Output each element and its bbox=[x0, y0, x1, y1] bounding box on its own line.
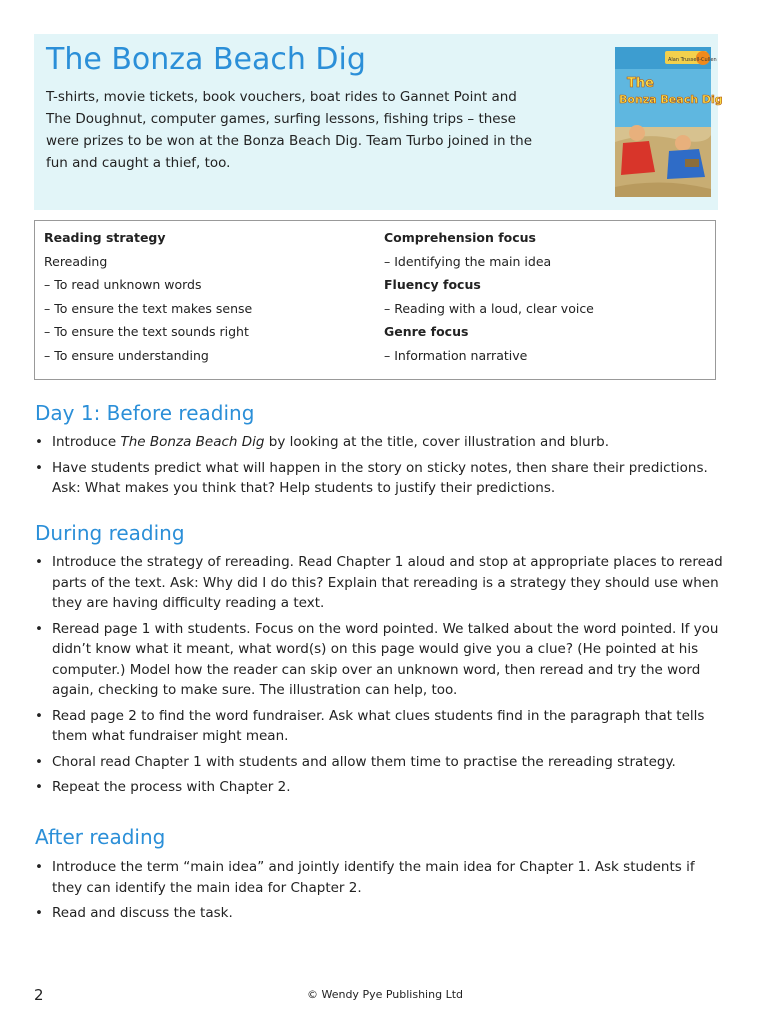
comprehension-focus-heading: Comprehension focus bbox=[384, 230, 536, 245]
fluency-focus-heading: Fluency focus bbox=[384, 277, 481, 292]
reading-strategy-item: – To ensure the text makes sense bbox=[44, 300, 253, 316]
cover-series: Alan Trussell-Cullen bbox=[668, 57, 717, 63]
list-item: • Read and discuss the task. bbox=[35, 903, 725, 924]
after-reading-list bbox=[35, 857, 725, 929]
reading-strategy-column bbox=[44, 229, 252, 370]
page-number: 2 bbox=[34, 986, 44, 1004]
during-reading-heading: During reading bbox=[35, 521, 185, 545]
reading-strategy-heading: Reading strategy bbox=[44, 230, 166, 245]
book-header bbox=[34, 34, 723, 210]
book-blurb: T-shirts, movie tickets, book vouchers, boat rides to Gannet Point and The Doughnut, computer games, surfing lessons, fishing trips – these were prizes to be won at the Bonza Beach Dig. Team Turbo joined in the fun and caught a thief, too. bbox=[46, 89, 533, 171]
list-item: • Repeat the process with Chapter 2. bbox=[35, 777, 725, 798]
book-title: The Bonza Beach Dig bbox=[46, 42, 366, 77]
focus-right-column bbox=[384, 229, 594, 370]
day1-heading: Day 1: Before reading bbox=[35, 401, 255, 425]
during-reading-list bbox=[35, 552, 725, 803]
comprehension-focus-item: – Identifying the main idea bbox=[384, 253, 552, 269]
day1-list bbox=[35, 432, 725, 504]
list-item: • Read page 2 to find the word fundraiser. Ask what clues students find in the paragraph that tells them what fundraiser might mean. bbox=[35, 706, 725, 747]
list-item: • Introduce the term “main idea” and jointly identify the main idea for Chapter 1. Ask students if they can identify the main idea for Chapter 2. bbox=[35, 857, 725, 898]
day1-bullet1-title: The Bonza Beach Dig bbox=[120, 434, 265, 450]
genre-focus-item: – Information narrative bbox=[384, 347, 528, 363]
copyright-footer: © Wendy Pye Publishing Ltd bbox=[306, 988, 463, 1001]
list-item: • Introduce the strategy of rereading. Read Chapter 1 aloud and stop at appropriate places to reread parts of the text. Ask: Why did I do this? Explain that rereading is a strategy they should use when they are having difficulty reading a text. bbox=[35, 552, 725, 614]
reading-strategy-item: – To read unknown words bbox=[44, 277, 202, 292]
fluency-focus-item: – Reading with a loud, clear voice bbox=[384, 300, 594, 316]
list-item: • Choral read Chapter 1 with students and allow them time to practise the rereading strategy. bbox=[35, 752, 725, 773]
list-item bbox=[35, 432, 725, 453]
after-reading-heading: After reading bbox=[35, 825, 166, 849]
reading-strategy-item: – To ensure the text sounds right bbox=[44, 324, 249, 339]
book-cover-image bbox=[615, 47, 723, 197]
list-item: • Reread page 1 with students. Focus on the word pointed. We talked about the word pointed. If you didn’t know what it meant, what word(s) on this page would give you a clue? (He pointed at his computer.) Model how the reader can skip over an unknown word, then reread and try the word again, checking to make sure. The illustration can help, too. bbox=[35, 619, 725, 701]
day1-bullet1-post: by looking at the title, cover illustration and blurb. bbox=[264, 434, 610, 450]
list-item: • Have students predict what will happen in the story on sticky notes, then share their predictions. Ask: What makes you think that? Help students to justify their predictions. bbox=[35, 458, 725, 499]
genre-focus-heading: Genre focus bbox=[384, 324, 469, 339]
reading-strategy-item: Rereading bbox=[44, 253, 108, 269]
focus-table bbox=[34, 220, 716, 380]
cover-title-line1: The bbox=[627, 76, 654, 91]
cover-title-line2: Bonza Beach Dig bbox=[619, 93, 723, 106]
reading-strategy-item: – To ensure understanding bbox=[44, 347, 209, 363]
day1-bullet1-pre: Introduce bbox=[52, 434, 121, 450]
